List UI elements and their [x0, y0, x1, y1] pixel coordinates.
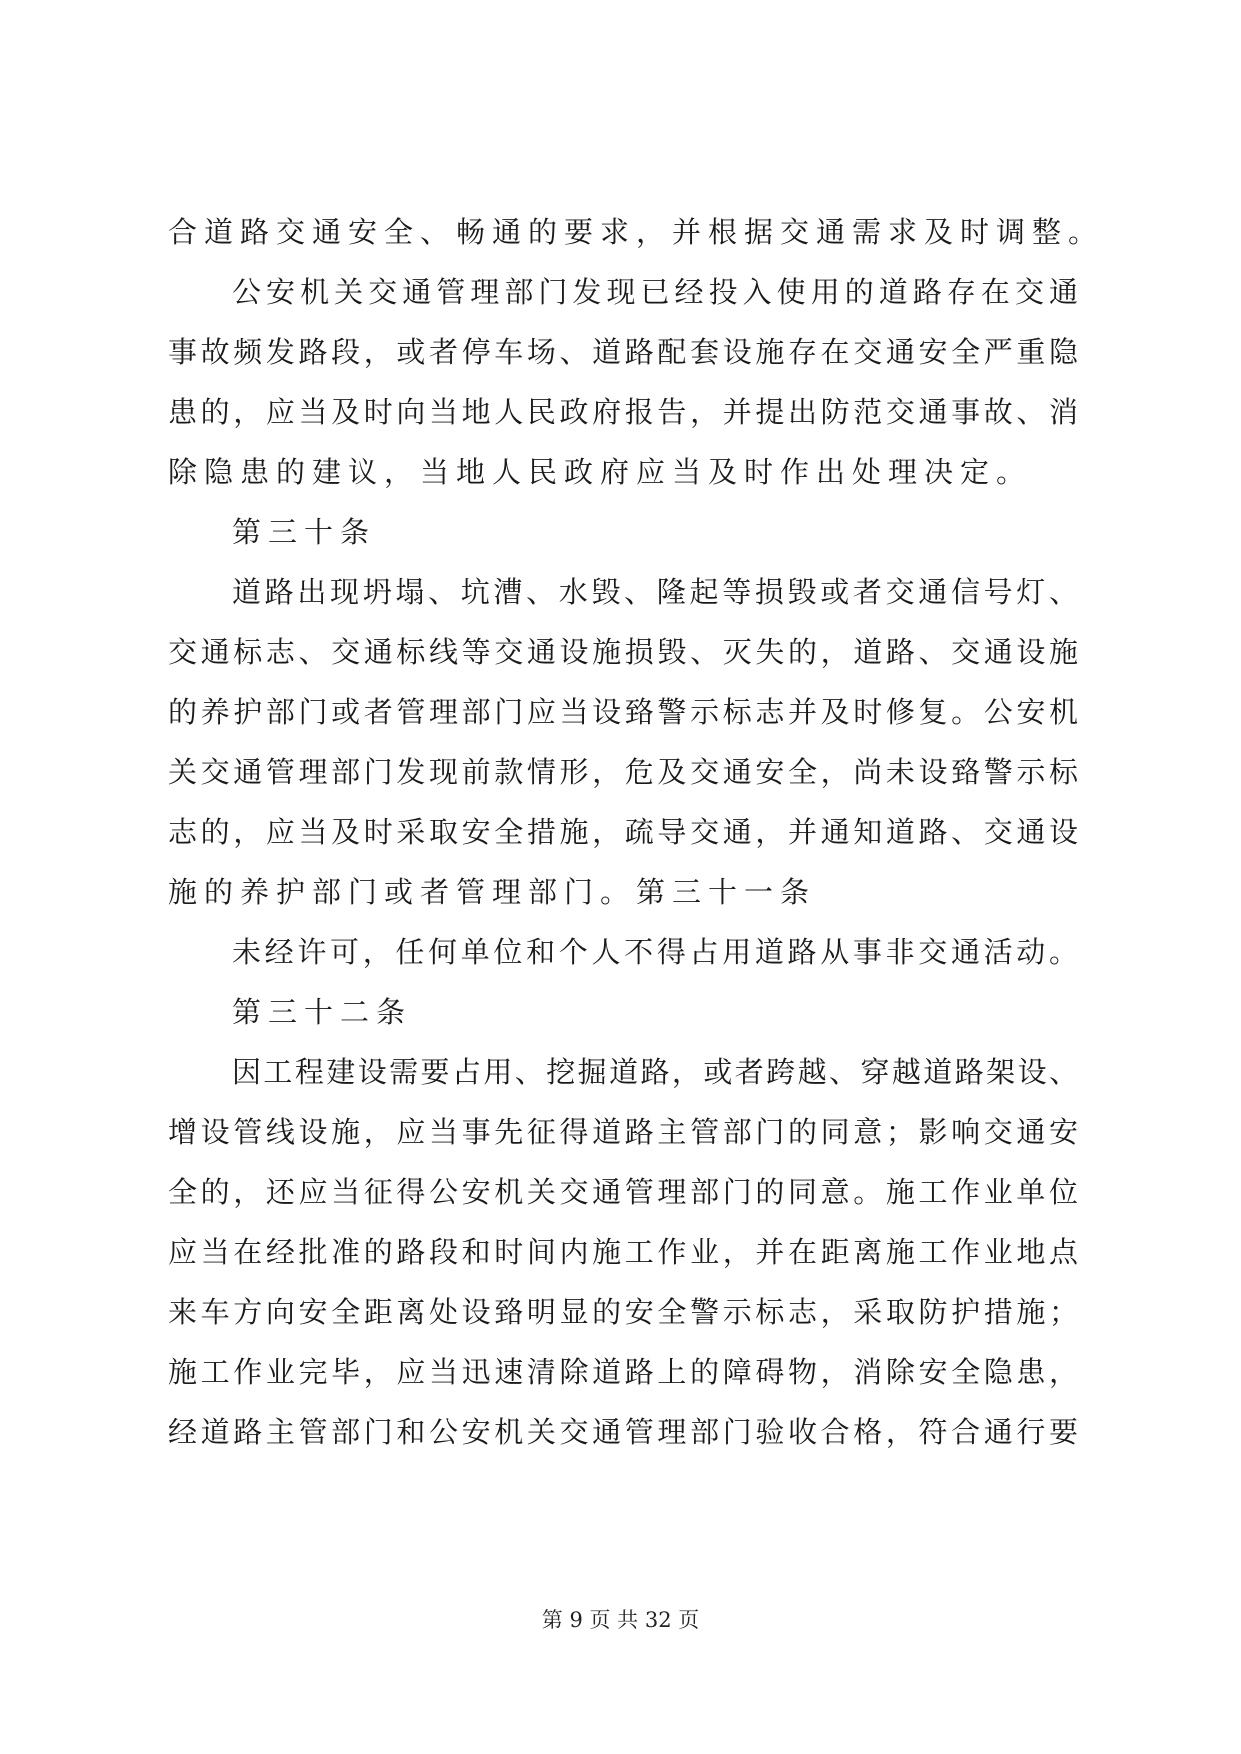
text-line: 事故频发路段，或者停车场、道路配套设施存在交通安全严重隐 — [168, 335, 1078, 369]
article-heading: 第三十二条 — [232, 995, 413, 1029]
text-line: 施的养护部门或者管理部门。第三十一条 — [168, 875, 817, 909]
text-line: 患的，应当及时向当地人民政府报告，并提出防范交通事故、消 — [168, 395, 1078, 429]
text-line: 施工作业完毕，应当迅速清除道路上的障碍物，消除安全隐患， — [168, 1355, 1078, 1389]
text-line: 的养护部门或者管理部门应当设臵警示标志并及时修复。公安机 — [168, 695, 1078, 729]
page-number-footer: 第 9 页 共 32 页 — [541, 1608, 700, 1632]
text-line: 志的，应当及时采取安全措施，疏导交通，并通知道路、交通设 — [168, 815, 1078, 849]
article-heading: 第三十条 — [232, 515, 377, 549]
text-line: 未经许可，任何单位和个人不得占用道路从事非交通活动。 — [232, 935, 1078, 969]
text-line: 来车方向安全距离处设臵明显的安全警示标志，采取防护措施； — [168, 1295, 1078, 1329]
text-line: 关交通管理部门发现前款情形，危及交通安全，尚未设臵警示标 — [168, 755, 1078, 789]
text-line: 经道路主管部门和公安机关交通管理部门验收合格，符合通行要 — [168, 1415, 1078, 1449]
text-line: 除隐患的建议，当地人民政府应当及时作出处理决定。 — [168, 455, 1033, 489]
text-line: 合道路交通安全、畅通的要求，并根据交通需求及时调整。 — [168, 215, 1105, 249]
text-line: 道路出现坍塌、坑漕、水毁、隆起等损毁或者交通信号灯、 — [232, 575, 1078, 609]
text-line: 全的，还应当征得公安机关交通管理部门的同意。施工作业单位 — [168, 1175, 1078, 1209]
text-line: 因工程建设需要占用、挖掘道路，或者跨越、穿越道路架设、 — [232, 1055, 1078, 1089]
text-line: 应当在经批准的路段和时间内施工作业，并在距离施工作业地点 — [168, 1235, 1078, 1269]
text-line: 交通标志、交通标线等交通设施损毁、灭失的，道路、交通设施 — [168, 635, 1078, 669]
text-line: 公安机关交通管理部门发现已经投入使用的道路存在交通 — [232, 275, 1078, 309]
text-line: 增设管线设施，应当事先征得道路主管部门的同意；影响交通安 — [168, 1115, 1078, 1149]
